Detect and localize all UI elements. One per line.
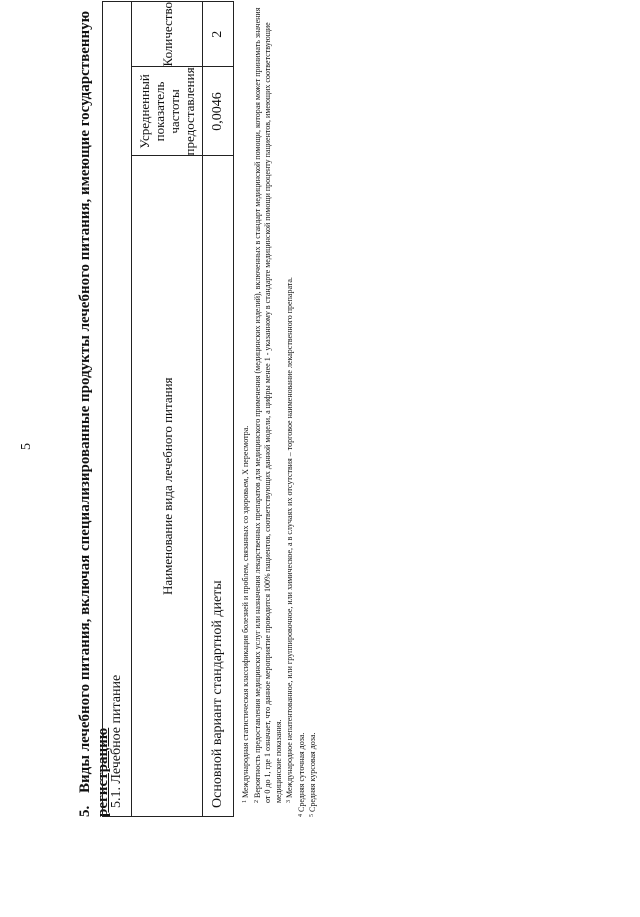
footnote-text: Международное непатентованное, или группировочное, или химическое, а в случаях их отсутствия – торговое наименование лекарственного препарата. [285, 277, 294, 798]
section-label: 5.1. Лечебное питание [103, 2, 132, 817]
footnote-mark: 4 [297, 814, 304, 817]
cell-quantity: 2 [203, 2, 234, 67]
footnote-mark: 2 [253, 800, 260, 803]
cell-diet-name: Основной вариант стандартной диеты [203, 156, 234, 817]
table-row [203, 2, 234, 817]
footnote-mark: 1 [242, 800, 248, 803]
cell-frequency: 0,0046 [203, 67, 234, 156]
section-number: 5. [77, 805, 93, 817]
footnote-text: Средняя курсовая доза. [308, 732, 317, 812]
nutrition-table [102, 1, 234, 817]
footnote-mark: 3 [286, 800, 292, 803]
footnote-text: Вероятность предоставления медицинских услуг или назначения лекарственных препаратов для медицинского применения (медицинских изделий), включенных в стандарт медицинской помощи, которая может принимать значения от 0 до 1, где 1 означает, что данное мероприятие проводится 100% пациентов, соответствующих данной модели, а цифры менее 1 - указанному в стандарте медицинской помощи проценту пациентов, имеющих соответствующие медицинские показания. [252, 7, 283, 803]
table-header-row [132, 2, 203, 817]
column-header-name: Наименование вида лечебного питания [132, 156, 203, 817]
footnote [240, 1, 252, 817]
section-title-line2: регистрацию [95, 727, 111, 817]
footnote-text: Международная статистическая классификация болезней и проблем, связанных со здоровьем, X пересмотра. [241, 425, 250, 798]
column-header-frequency: Усредненный показатель частоты предоставления [132, 67, 203, 156]
footnote [252, 1, 285, 817]
page-number: 5 [19, 443, 34, 450]
section-title-line1: Виды лечебного питания, включая специализированные продукты лечебного питания, имеющие государственную [77, 10, 93, 793]
footnote-text: Средняя суточная доза. [296, 732, 306, 812]
column-header-quantity: Количество [132, 2, 203, 67]
footnote [296, 1, 308, 817]
footnotes [240, 1, 319, 817]
footnote [284, 1, 296, 817]
table-section-row [103, 2, 132, 817]
footnote-mark: 5 [309, 814, 315, 817]
footnote [307, 1, 319, 817]
